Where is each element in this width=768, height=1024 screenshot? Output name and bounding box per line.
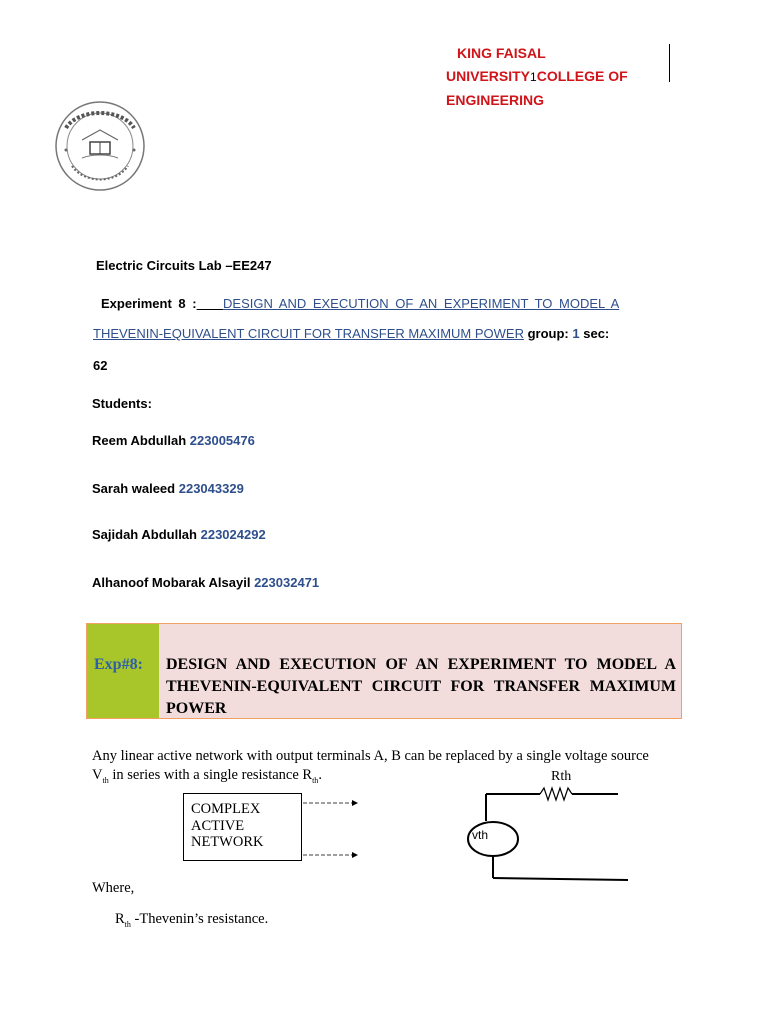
thevenin-circuit-diagram [300, 764, 640, 884]
student-name: Sarah waleed [92, 481, 176, 496]
rth-symbol: R [115, 911, 125, 927]
course-title: Electric Circuits Lab –EE247 [96, 258, 272, 273]
terminal-b-arrow [352, 852, 358, 858]
group-value: 1 [572, 326, 580, 341]
university-line-2a: UNIVERSITY [446, 68, 531, 84]
university-line-3: ENGINEERING [446, 92, 545, 108]
group-label: group: [527, 326, 569, 341]
university-header [446, 42, 666, 112]
experiment-line-1 [101, 296, 666, 311]
student-id: 223043329 [178, 481, 244, 496]
sec-value: 62 [93, 358, 108, 373]
experiment-banner [86, 623, 682, 719]
network-line-1: COMPLEX [191, 801, 261, 817]
rth-definition-text: -Thevenin’s resistance. [130, 911, 269, 927]
network-line-3: NETWORK [191, 834, 264, 850]
student-row [92, 433, 255, 448]
paragraph-text-3: . [318, 767, 322, 783]
university-line-2b: COLLEGE OF [536, 68, 628, 84]
banner-label-cell [87, 624, 159, 718]
student-row [92, 575, 319, 590]
student-row [92, 481, 244, 496]
banner-title: DESIGN AND EXECUTION OF AN EXPERIMENT TO MODEL A THEVENIN-EQUIVALENT CIRCUIT FOR TRANSFER MAXIMUM POWER [166, 656, 676, 717]
sec-label: sec: [583, 326, 610, 341]
student-id: 223005476 [189, 433, 255, 448]
university-line-2 [446, 65, 666, 89]
resistor-label: Rth [551, 769, 572, 784]
network-line-2: ACTIVE [191, 817, 245, 834]
subscript-th: th [124, 919, 131, 929]
students-label: Students: [92, 396, 152, 411]
experiment-line-2 [93, 326, 609, 341]
university-line-1: KING FAISAL [457, 45, 546, 61]
student-row [92, 527, 266, 542]
paragraph-text-2: in series with a single resistance R [108, 767, 313, 783]
where-label: Where, [92, 880, 135, 896]
student-name: Reem Abdullah [92, 433, 187, 448]
subscript-th: th [102, 775, 109, 785]
university-seal-logo [52, 100, 148, 192]
complex-network-box [183, 793, 302, 861]
experiment-label: Experiment 8 : [101, 296, 197, 311]
rth-definition [115, 911, 268, 929]
banner-label: Exp#8: [94, 656, 143, 673]
experiment-title-part1: DESIGN AND EXECUTION OF AN EXPERIMENT TO MODEL A [223, 296, 620, 311]
student-id: 223024292 [200, 527, 266, 542]
experiment-title-part2: THEVENIN-EQUIVALENT CIRCUIT FOR TRANSFER MAXIMUM POWER [93, 326, 524, 341]
paragraph-text-1: Any linear active network with output terminals A, B can be replaced by a single voltage source V [92, 748, 649, 783]
page-number: 1 [530, 70, 537, 84]
resistor-zigzag [540, 788, 572, 800]
bottom-wire [493, 878, 628, 880]
student-name: Sajidah Abdullah [92, 527, 197, 542]
subscript-th: th [312, 775, 319, 785]
student-id: 223032471 [254, 575, 320, 590]
header-divider [669, 44, 670, 82]
voltage-source-label: vth [472, 828, 489, 842]
student-name: Alhanoof Mobarak Alsayil [92, 575, 251, 590]
terminal-a-arrow [352, 800, 358, 806]
